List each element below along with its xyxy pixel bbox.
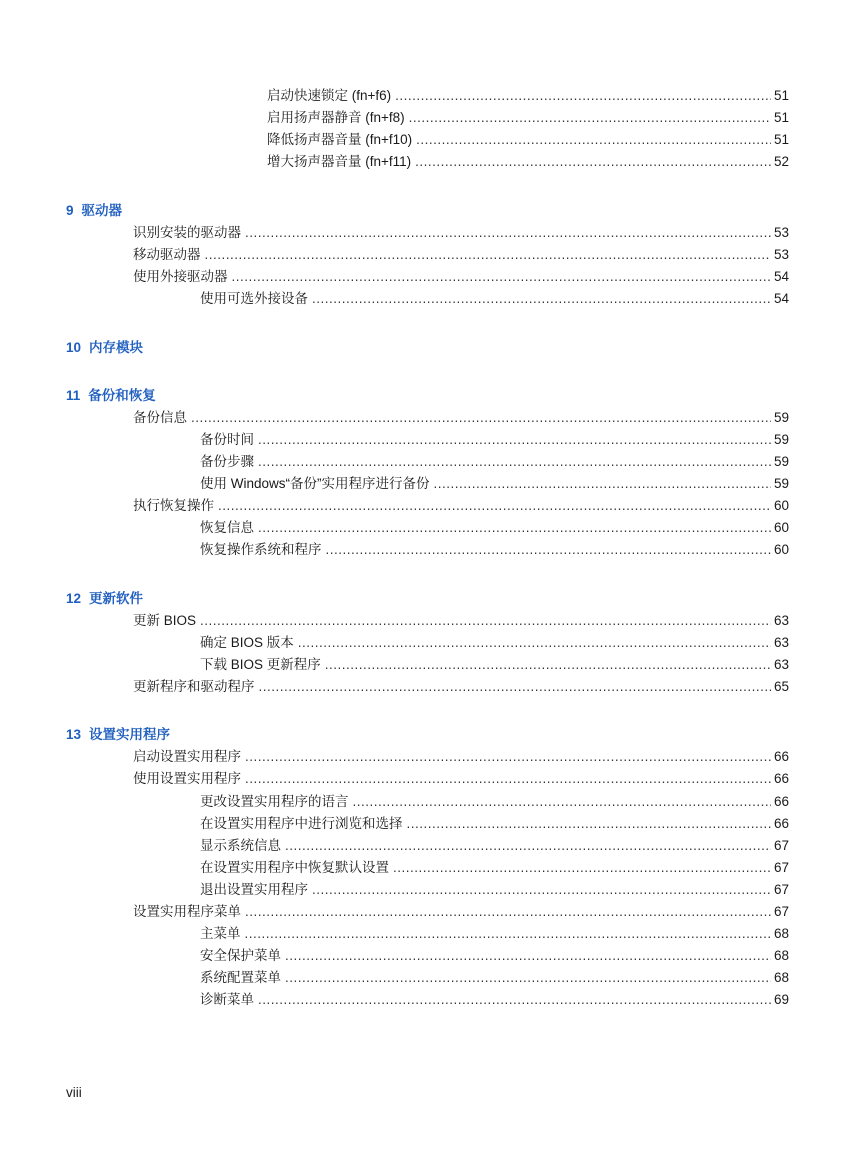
toc-entry-page: 60 [773,498,789,513]
toc-entry-page: 54 [773,269,789,284]
toc-entry[interactable] [0,677,789,697]
toc-entry[interactable] [0,902,789,922]
toc-entry-page: 60 [773,542,789,557]
leader-dots [285,968,771,988]
toc-entry-title: 诊断菜单 [200,992,254,1007]
toc-entry-page: 66 [773,794,789,809]
leader-dots [312,289,771,309]
toc-entry[interactable] [0,792,789,812]
chapter-title: 内存模块 [89,340,144,355]
leader-dots [393,858,771,878]
toc-entry-title: 设置实用程序菜单 [133,904,241,919]
leader-dots [245,223,771,243]
toc-entry-page: 53 [773,247,789,262]
toc-entry-title: 使用可选外接设备 [200,291,308,306]
toc-entry-title: 移动驱动器 [133,247,201,262]
toc-entry[interactable] [0,968,789,988]
toc-entry-title: 主菜单 [200,926,241,941]
leader-dots [326,540,771,560]
toc-entry[interactable] [0,990,789,1010]
toc-entry-page: 68 [773,948,789,963]
toc-entry-title: 显示系统信息 [200,838,281,853]
toc-entry-title: 执行恢复操作 [133,498,214,513]
toc-entry-title: 启动设置实用程序 [133,749,241,764]
leader-dots [409,108,771,128]
toc-entry-title: 备份时间 [200,432,254,447]
leader-dots [258,990,771,1010]
toc-entry[interactable] [0,86,789,106]
toc-entry[interactable] [0,430,789,450]
chapter-title: 备份和恢复 [88,388,156,403]
toc-entry-page: 67 [773,860,789,875]
toc-entry[interactable] [0,858,789,878]
leader-dots [258,430,771,450]
toc-entry[interactable] [0,814,789,834]
toc-entry-title: 恢复信息 [200,520,254,535]
chapter-heading[interactable] [66,725,170,745]
chapter-heading[interactable] [66,386,156,406]
toc-entry-page: 51 [773,88,789,103]
leader-dots [258,518,771,538]
leader-dots [232,267,771,287]
toc-entry-title: 更改设置实用程序的语言 [200,794,349,809]
toc-entry[interactable] [0,408,789,428]
toc-entry[interactable] [0,769,789,789]
leader-dots [200,611,771,631]
chapter-number: 11 [66,388,81,403]
toc-entry-page: 54 [773,291,789,306]
toc-entry-page: 51 [773,132,789,147]
toc-entry-page: 51 [773,110,789,125]
toc-entry-page: 53 [773,225,789,240]
toc-entry[interactable] [0,836,789,856]
toc-entry-title: 下载 BIOS 更新程序 [200,657,321,672]
toc-entry[interactable] [0,452,789,472]
toc-entry-title: 使用 Windows“备份”实用程序进行备份 [200,476,430,491]
toc-entry-title: 增大扬声器音量 (fn+f11) [267,154,412,169]
chapter-number: 9 [66,203,74,218]
toc-entry[interactable] [0,540,789,560]
toc-entry-page: 67 [773,838,789,853]
toc-entry-title: 更新 BIOS [133,613,197,628]
toc-entry-title: 使用外接驱动器 [133,269,228,284]
toc-entry-title: 识别安装的驱动器 [133,225,241,240]
toc-entry-title: 确定 BIOS 版本 [200,635,294,650]
toc-entry-page: 68 [773,926,789,941]
toc-entry-page: 69 [773,992,789,1007]
leader-dots [434,474,771,494]
toc-entry[interactable] [0,267,789,287]
leader-dots [245,902,771,922]
toc-entry-title: 使用设置实用程序 [133,771,241,786]
toc-entry-page: 68 [773,970,789,985]
leader-dots [218,496,771,516]
toc-entry-page: 59 [773,410,789,425]
toc-entry-title: 更新程序和驱动程序 [133,679,255,694]
toc-entry-title: 备份步骤 [200,454,254,469]
toc-entry[interactable] [0,611,789,631]
toc-entry-page: 63 [773,635,789,650]
toc-entry-page: 63 [773,657,789,672]
toc-entry-title: 恢复操作系统和程序 [200,542,322,557]
toc-entry[interactable] [0,747,789,767]
leader-dots [205,245,771,265]
toc-entry[interactable] [0,518,789,538]
toc-entry-title: 启动快速锁定 (fn+f6) [267,88,392,103]
toc-entry[interactable] [0,245,789,265]
chapter-title: 驱动器 [81,203,123,218]
toc-entry[interactable] [0,130,789,150]
toc-entry-page: 63 [773,613,789,628]
toc-entry-title: 在设置实用程序中恢复默认设置 [200,860,389,875]
toc-entry-page: 59 [773,454,789,469]
chapter-heading[interactable] [66,589,143,609]
toc-entry[interactable] [0,946,789,966]
toc-entry-title: 启用扬声器静音 (fn+f8) [267,110,405,125]
leader-dots [416,130,771,150]
leader-dots [353,792,771,812]
toc-entry[interactable] [0,880,789,900]
chapter-number: 13 [66,727,82,742]
toc-entry-page: 59 [773,476,789,491]
toc-entry-page: 65 [773,679,789,694]
toc-entry-page: 60 [773,520,789,535]
chapter-heading[interactable] [66,338,143,358]
leader-dots [415,152,771,172]
leader-dots [285,946,771,966]
leader-dots [245,769,771,789]
toc-entry[interactable] [0,289,789,309]
toc-entry[interactable] [0,496,789,516]
toc-entry-page: 67 [773,882,789,897]
toc-entry-page: 66 [773,749,789,764]
chapter-title: 设置实用程序 [89,727,171,742]
toc-entry-title: 在设置实用程序中进行浏览和选择 [200,816,403,831]
toc-entry[interactable] [0,633,789,653]
toc-entry-title: 系统配置菜单 [200,970,281,985]
leader-dots [395,86,771,106]
toc-entry-page: 66 [773,816,789,831]
leader-dots [258,452,771,472]
leader-dots [285,836,771,856]
leader-dots [245,924,771,944]
leader-dots [191,408,771,428]
leader-dots [325,655,771,675]
toc-entry-title: 安全保护菜单 [200,948,281,963]
toc-entry[interactable] [0,655,789,675]
leader-dots [259,677,771,697]
toc-entry-page: 67 [773,904,789,919]
toc-entry[interactable] [0,474,789,494]
toc-entry[interactable] [0,152,789,172]
toc-entry-page: 66 [773,771,789,786]
toc-entry[interactable] [0,108,789,128]
leader-dots [407,814,771,834]
page-number: viii [66,1085,82,1100]
chapter-title: 更新软件 [89,591,144,606]
toc-entry-page: 52 [773,154,789,169]
chapter-heading[interactable] [66,201,122,221]
leader-dots [245,747,771,767]
chapter-number: 12 [66,591,82,606]
chapter-number: 10 [66,340,82,355]
toc-entry-page: 59 [773,432,789,447]
toc-entry-title: 降低扬声器音量 (fn+f10) [267,132,413,147]
toc-entry[interactable] [0,223,789,243]
toc-entry[interactable] [0,924,789,944]
leader-dots [312,880,771,900]
toc-entry-title: 退出设置实用程序 [200,882,308,897]
toc-entry-title: 备份信息 [133,410,187,425]
leader-dots [298,633,771,653]
